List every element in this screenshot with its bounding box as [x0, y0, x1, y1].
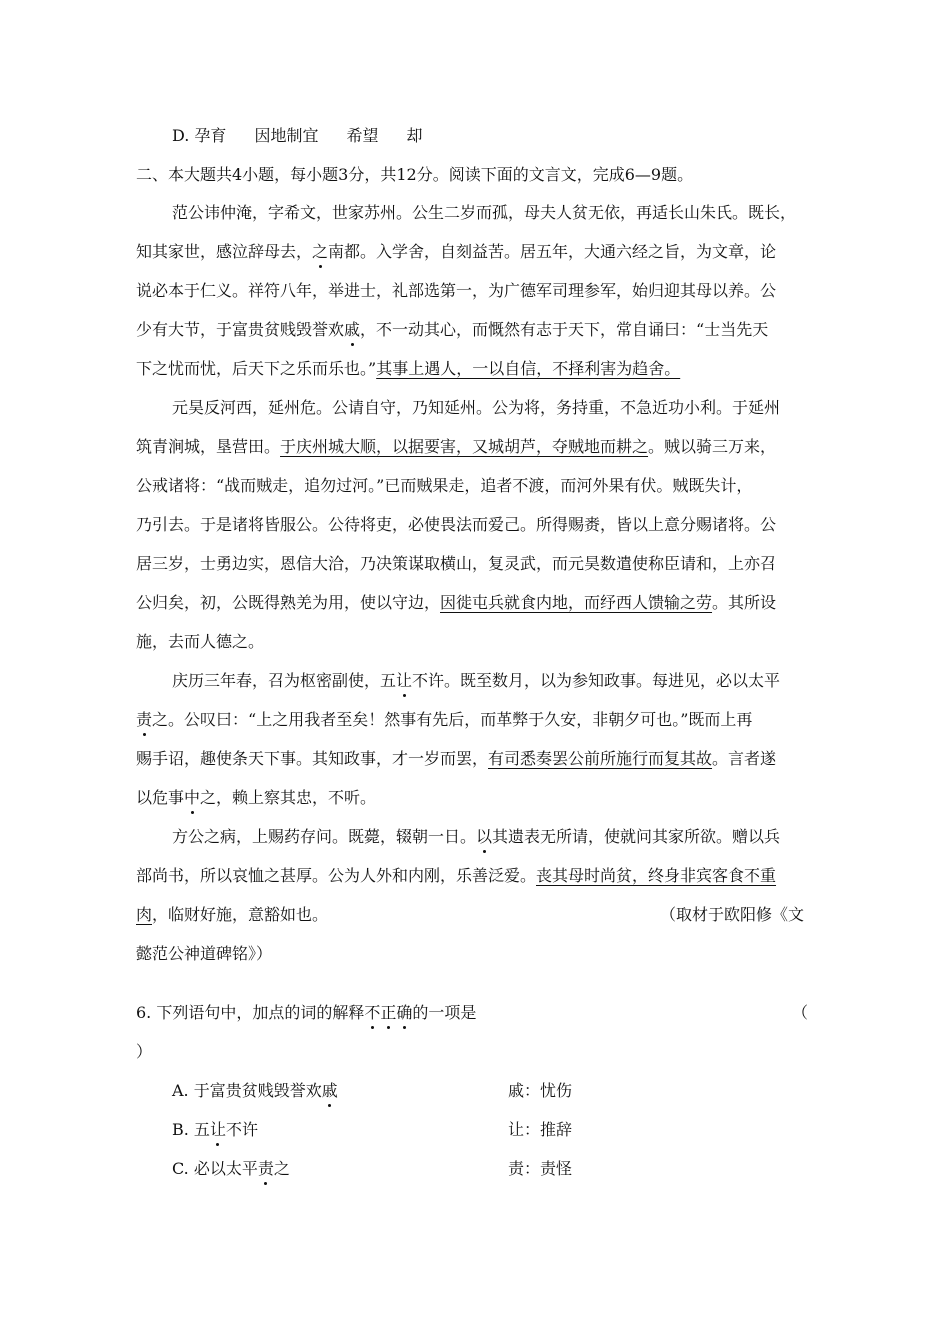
option-d-row	[172, 125, 422, 147]
passage-p3-line-4: 以危事中之，赖上察其忠，不听。	[136, 788, 377, 807]
underlined-sentence: 肉	[136, 905, 153, 924]
passage-p1-line-3: 说必本于仁义。祥符八年，举进士，礼部选第一，为广德军司理参军，始归迎其母以养。公	[136, 281, 777, 300]
dotted-char: 不	[364, 1003, 381, 1022]
passage-p3-line-1: 庆历三年春，召为枢密副使，五让不许。既至数月，以为参知政事。每进见，必以太平	[172, 671, 781, 690]
dotted-char: 中	[184, 788, 201, 807]
question-6-option-c-gloss: 责：责怪	[508, 1159, 573, 1178]
question-6-option-b: B. 五让不许	[172, 1120, 258, 1139]
underlined-sentence: 丧其母时尚贫，终身非宾客食不重	[536, 866, 777, 885]
dotted-char: 之	[312, 242, 329, 261]
dotted-char: 让	[209, 1120, 226, 1139]
underlined-sentence: 于庆州城大顺，以据要害，又城胡芦，夺贼地而耕之	[280, 437, 649, 456]
dotted-char: 戚	[321, 1081, 338, 1100]
passage-p4-line-2: 部尚书，所以哀恤之甚厚。公为人外和内刚，乐善泛爱。丧其母时尚贫，终身非宾客食不重	[136, 866, 777, 885]
question-6-option-a-gloss: 戚：忧伤	[508, 1081, 573, 1100]
dotted-char: 责	[136, 710, 153, 729]
passage-p1-line-1: 范公讳仲淹，字希文，世家苏州。公生二岁而孤，母夫人贫无依，再适长山朱氏。既长，	[172, 203, 797, 222]
underlined-sentence: 因徙屯兵就食内地，而纾西人馈输之劳	[440, 593, 713, 612]
passage-p3-line-3: 赐手诏，趣使条天下事。其知政事，才一岁而罢，有司悉奏罢公前所施行而复其故。言者遂	[136, 749, 777, 768]
question-6-stem: 6. 下列语句中，加点的词的解释不正确的一项是	[136, 1003, 477, 1022]
underlined-sentence: 其事上遇人，一以自信，不择利害为趋舍。	[376, 359, 681, 378]
passage-p4-line-1: 方公之病，上赐药存问。既薨，辍朝一日。以其遗表无所请，使就问其家所欲。赠以兵	[172, 827, 781, 846]
answer-paren-open: （	[792, 1003, 809, 1022]
answer-paren-close: ）	[136, 1042, 153, 1061]
option-d-word-2: 因地制宜	[254, 126, 319, 145]
dotted-char: 确	[396, 1003, 413, 1022]
dotted-char: 戚	[344, 320, 361, 339]
source-citation-a: （取材于欧阳修《文	[660, 905, 805, 924]
question-6-option-a: A. 于富贵贫贱毁誉欢戚	[172, 1081, 338, 1100]
passage-p2-line-4: 乃引去。于是诸将皆服公。公待将吏，必使畏法而爱己。所得赐赉，皆以上意分赐诸将。公	[136, 515, 777, 534]
question-6-option-c: C. 必以太平责之	[172, 1159, 290, 1178]
option-d-word-4: 却	[406, 126, 423, 145]
underlined-sentence: 有司悉奏罢公前所施行而复其故	[488, 749, 713, 768]
passage-p2-line-6: 公归矣，初，公既得熟羌为用，使以守边，因徙屯兵就食内地，而纾西人馈输之劳。其所设	[136, 593, 777, 612]
passage-p1-line-4: 少有大节，于富贵贫贱毁誉欢戚，不一动其心，而慨然有志于天下，常自诵曰：“士当先天	[136, 320, 769, 339]
passage-p2-line-2: 筑青涧城，垦营田。于庆州城大顺，以据要害，又城胡芦，夺贼地而耕之。贼以骑三万来，	[136, 437, 777, 456]
dotted-char: 让	[396, 671, 413, 690]
dotted-char: 以	[476, 827, 493, 846]
passage-p4-line-3: 肉，临财好施，意豁如也。	[136, 905, 329, 924]
passage-p2-line-3: 公戒诸将：“战而贼走，追勿过河。”已而贼果走，追者不渡，而河外果有伏。贼既失计，	[136, 476, 753, 495]
passage-p2-line-5: 居三岁，士勇边实，恩信大洽，乃决策谋取横山，复灵武，而元昊数遣使称臣请和，上亦召	[136, 554, 777, 573]
passage-p1-line-5: 下之忧而忧，后天下之乐而乐也。”其事上遇人，一以自信，不择利害为趋舍。	[136, 359, 681, 378]
passage-p2-line-7: 施，去而人德之。	[136, 632, 265, 651]
option-d-word-3: 希望	[346, 126, 379, 145]
passage-p2-line-1: 元昊反河西，延州危。公请自守，乃知延州。公为将，务持重，不急近功小利。于延州	[172, 398, 781, 417]
dotted-char: 责	[257, 1159, 274, 1178]
source-citation-b: 懿范公神道碑铭》）	[136, 944, 273, 963]
passage-p3-line-2: 责之。公叹曰：“上之用我者至矣！然事有先后，而革弊于久安，非朝夕可也。”既而上再	[136, 710, 753, 729]
option-d-label: D. 孕育	[172, 126, 227, 145]
dotted-char: 正	[380, 1003, 397, 1022]
passage-p1-line-2: 知其家世，感泣辞母去，之南都。入学舍，自刻益苦。居五年，大通六经之旨，为文章，论	[136, 242, 777, 261]
section-heading: 二、本大题共4小题，每小题3分，共12分。阅读下面的文言文，完成6—9题。	[136, 165, 694, 184]
question-6-option-b-gloss: 让：推辞	[508, 1120, 573, 1139]
